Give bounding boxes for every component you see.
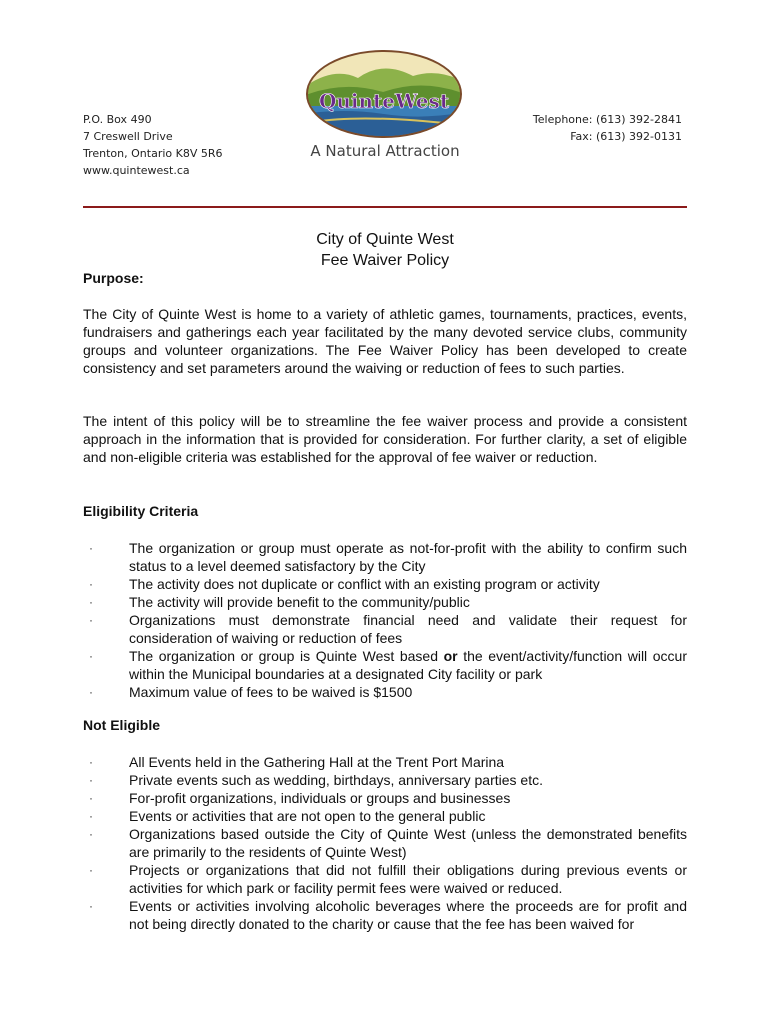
bullet-icon: · [89,541,93,555]
list-item-text: All Events held in the Gathering Hall at the Trent Port Marina [129,754,505,770]
address-line: Trenton, Ontario K8V 5R6 [83,147,223,160]
telephone-line: Telephone: (613) 392-2841 [532,113,682,126]
list-item [83,861,687,897]
list-item-text: Organizations based outside the City of Quinte West (unless the demonstrated benefits are primarily to the residents of Quinte West) [129,826,687,860]
list-item-text: Events or activities involving alcoholic beverages where the proceeds are for profit and not being directly donated to the charity or cause that the fee has been waived for [129,898,687,932]
list-item [83,593,687,611]
list-item [83,683,687,701]
logo-wordmark: QuinteWest [318,89,450,113]
bullet-icon: · [89,577,93,591]
list-item [83,575,687,593]
list-item [83,539,687,575]
bullet-icon: · [89,755,93,769]
list-item [83,825,687,861]
bullet-icon: · [89,649,93,663]
bullet-icon: · [89,827,93,841]
bullet-icon: · [89,899,93,913]
list-item [83,771,687,789]
list-item-emphasis: or [443,648,458,664]
bullet-icon: · [89,613,93,627]
website-line: www.quintewest.ca [83,164,190,177]
list-item-text-a: The organization or group is Quinte West based [129,648,444,664]
bullet-icon: · [89,773,93,787]
list-item-text: Organizations must demonstrate financial need and validate their request for consideration of waiving or reduction of fees [129,612,687,646]
not-eligible-list [83,753,687,933]
address-block [83,111,223,179]
contact-block [533,111,682,145]
list-item [83,789,687,807]
list-item-text: Maximum value of fees to be waived is $1500 [129,684,413,700]
not-eligible-heading: Not Eligible [83,717,160,733]
list-item-text: For-profit organizations, individuals or groups and businesses [129,790,511,806]
address-line: P.O. Box 490 [83,113,152,126]
list-item-text: The activity will provide benefit to the community/public [129,594,470,610]
list-item-text: Events or activities that are not open to the general public [129,808,486,824]
list-item-text: The organization or group must operate as not-for-profit with the ability to confirm such status to a level deemed satisfactory by the City [129,540,687,574]
document-title: City of Quinte West [316,231,454,248]
paragraph: The City of Quinte West is home to a variety of athletic games, tournaments, practices, events, fundraisers and gatherings each year facilitated by the many devoted service clubs, community groups and volunteer organizations. The Fee Waiver Policy has been developed to create consistency and set parameters around the waiving or reduction of fees to such parties. [83,306,687,376]
quinte-west-logo [303,48,465,140]
purpose-heading: Purpose: [83,270,144,286]
eligibility-list [83,539,687,701]
bullet-icon: · [89,685,93,699]
bullet-icon: · [89,791,93,805]
fax-line: Fax: (613) 392-0131 [570,130,682,143]
list-item [83,611,687,647]
header-divider [83,206,687,208]
list-item-text-b: the event/activity/function will occur within the Municipal boundaries at a designated City facility or park [129,648,687,682]
list-item [83,807,687,825]
list-item-text: Projects or organizations that did not fulfill their obligations during previous events or activities for which park or facility permit fees were waived or reduced. [129,862,687,896]
list-item-text: The activity does not duplicate or conflict with an existing program or activity [129,576,600,592]
paragraph: The intent of this policy will be to streamline the fee waiver process and provide a consistent approach in the information that is provided for consideration. For further clarity, a set of eligible and non-eligible criteria was established for the approval of fee waiver or reduction. [83,413,687,465]
tagline: A Natural Attraction [310,142,460,160]
list-item [83,647,687,683]
bullet-icon: · [89,809,93,823]
bullet-icon: · [89,595,93,609]
eligibility-heading: Eligibility Criteria [83,503,199,519]
list-item [83,897,687,933]
document-subtitle: Fee Waiver Policy [320,252,450,269]
bullet-icon: · [89,863,93,877]
list-item [83,753,687,771]
list-item-text: Private events such as wedding, birthdays, anniversary parties etc. [129,772,543,788]
address-line: 7 Creswell Drive [83,130,173,143]
